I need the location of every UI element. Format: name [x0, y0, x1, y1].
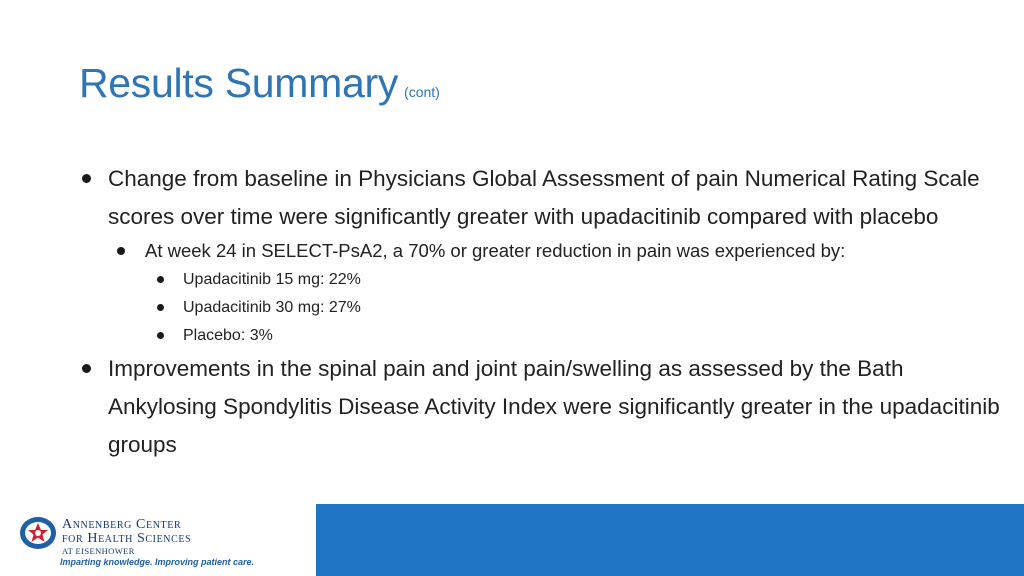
footer-tagline: Imparting knowledge. Improving patient care. — [60, 557, 255, 567]
slide-title — [79, 60, 440, 107]
sub-sub-bullet-upa15: Upadacitinib 15 mg: 22% — [155, 266, 1000, 294]
org-line-3: AT EISENHOWER — [62, 546, 135, 556]
org-line-2: for Health Sciences — [62, 531, 192, 546]
title-suffix: (cont) — [404, 84, 440, 100]
title-main: Results Summary — [79, 60, 399, 106]
org-line-1: Annenberg Center — [62, 517, 182, 532]
sub-bullet-week24: At week 24 in SELECT-PsA2, a 70% or greater reduction in pain was experienced by: — [117, 236, 1000, 266]
footer-org-name — [62, 518, 191, 556]
bullet-2: Improvements in the spinal pain and joint pain/swelling as assessed by the Bath Ankylosing Spondylitis Disease Activity Index were significantly greater in the upadacitinib groups — [80, 350, 1000, 464]
sub-sub-bullet-placebo: Placebo: 3% — [155, 322, 1000, 350]
bullet-list — [80, 160, 1000, 464]
sub-sub-bullet-upa30: Upadacitinib 30 mg: 27% — [155, 294, 1000, 322]
bullet-1: Change from baseline in Physicians Global Assessment of pain Numerical Rating Scale scores over time were significantly greater with upadacitinib compared with placebo — [80, 160, 1000, 236]
annenberg-logo-icon — [18, 515, 58, 551]
